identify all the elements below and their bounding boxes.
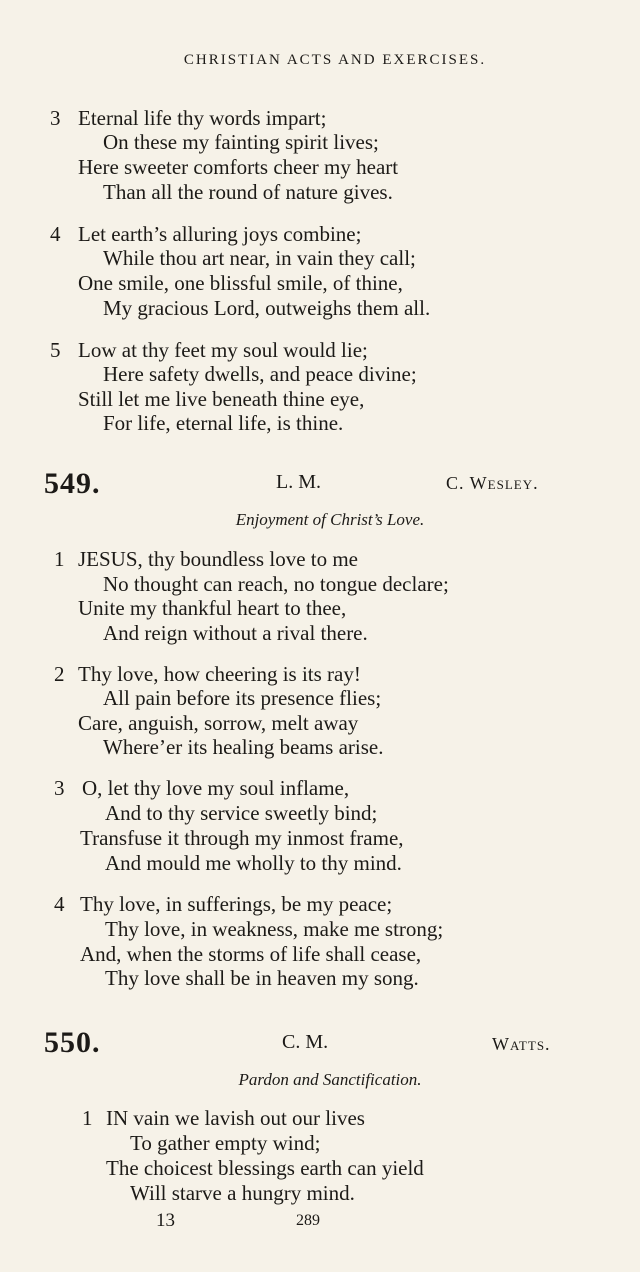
verse-line: Where’er its healing beams arise. — [103, 735, 384, 759]
running-head: CHRISTIAN ACTS AND EXERCISES. — [183, 52, 487, 68]
verse-line: Still let me live beneath thine eye, — [78, 387, 365, 411]
verse-number: 1 — [82, 1106, 93, 1130]
verse-line: Thy love, how cheering is its ray! — [78, 662, 361, 686]
verse-line: IN vain we lavish out our lives — [106, 1106, 365, 1130]
verse-line: Unite my thankful heart to thee, — [78, 596, 347, 620]
verse-line: Thy love, in sufferings, be my peace; — [80, 892, 393, 916]
verse-number: 4 — [50, 222, 61, 246]
hymn-meter: L. M. — [276, 471, 321, 493]
hymn-549-title: Enjoyment of Christ’s Love. — [235, 510, 425, 529]
hymn-549-header — [0, 467, 640, 500]
verse-line: Thy love, in weakness, make me strong; — [105, 917, 444, 941]
verse-number: 2 — [54, 662, 65, 686]
verse-line: And mould me wholly to thy mind. — [105, 851, 402, 875]
hymn-meter: C. M. — [282, 1031, 329, 1053]
verse-number: 3 — [54, 776, 65, 800]
verse-number: 1 — [54, 547, 65, 571]
verse-line: Thy love shall be in heaven my song. — [105, 966, 419, 990]
verse-line: Here safety dwells, and peace divine; — [103, 362, 417, 386]
verse-line: O, let thy love my soul inflame, — [82, 776, 350, 800]
verse-line: Care, anguish, sorrow, melt away — [78, 711, 359, 735]
verse-line: And to thy service sweetly bind; — [105, 801, 378, 825]
verse-line: To gather empty wind; — [130, 1131, 321, 1155]
hymn-author: Watts. — [492, 1034, 551, 1054]
verse-line: The choicest blessings earth can yield — [106, 1156, 424, 1180]
verse-line: Than all the round of nature gives. — [103, 180, 393, 204]
hymn-author: C. Wesley. — [446, 473, 539, 493]
page-number: 289 — [296, 1212, 320, 1229]
verse-line: Will starve a hungry mind. — [130, 1181, 355, 1205]
hymn-550-title: Pardon and Sanctification. — [238, 1070, 422, 1089]
verse-number: 3 — [50, 106, 61, 130]
verse-line: While thou art near, in vain they call; — [103, 246, 416, 270]
hymn-number: 549. — [44, 467, 101, 500]
verse-line: On these my fainting spirit lives; — [103, 130, 379, 154]
verse-number: 5 — [50, 338, 61, 362]
verse-line: JESUS, thy boundless love to me — [78, 547, 359, 571]
verse-line: Let earth’s alluring joys combine; — [78, 222, 362, 246]
verse-line: Here sweeter comforts cheer my heart — [78, 155, 399, 179]
verse-line: For life, eternal life, is thine. — [103, 411, 344, 435]
verse-line: And, when the storms of life shall cease, — [80, 942, 422, 966]
verse-number: 4 — [54, 892, 65, 916]
verse-line: Low at thy feet my soul would lie; — [78, 338, 368, 362]
signature-mark: 13 — [156, 1210, 175, 1231]
verse-line: My gracious Lord, outweighs them all. — [103, 296, 431, 320]
verse-line: Transfuse it through my inmost frame, — [80, 826, 404, 850]
verse-line: And reign without a rival there. — [103, 621, 368, 645]
verse-line: One smile, one blissful smile, of thine, — [78, 271, 403, 295]
hymn-number: 550. — [44, 1026, 101, 1059]
verse-line: No thought can reach, no tongue declare; — [103, 572, 449, 596]
verse-line: All pain before its presence flies; — [103, 686, 382, 710]
verse-line: Eternal life thy words impart; — [78, 106, 327, 130]
hymn-550-header — [0, 1026, 640, 1059]
